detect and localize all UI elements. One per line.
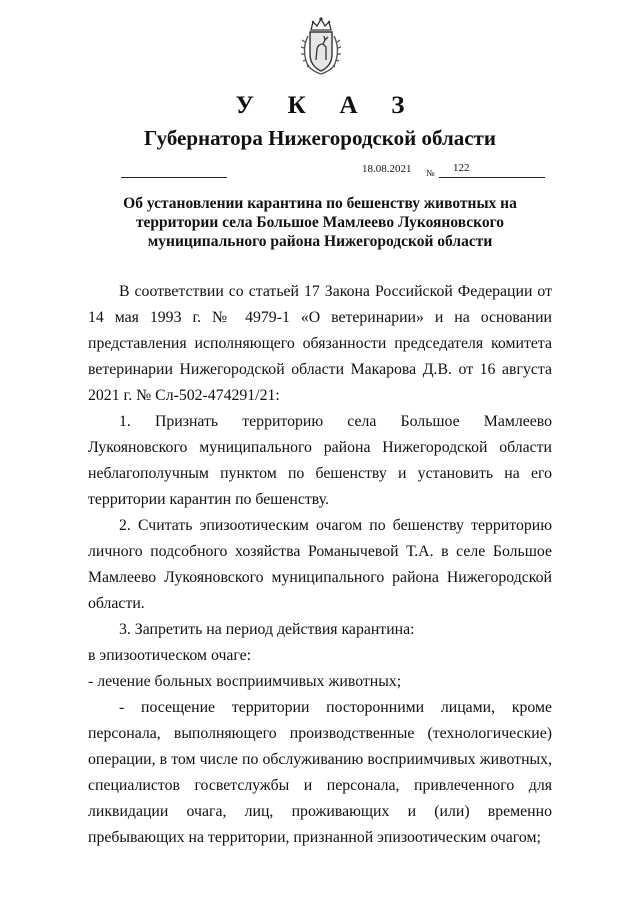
- document-date: 18.08.2021: [362, 163, 412, 175]
- number-underline: [439, 177, 545, 178]
- subject-line-1: Об установлении карантина по бешенству животных на: [123, 195, 517, 212]
- paragraph-6: - посещение территории посторонними лицами, кроме персонала, выполняющего производственные (технологические) операции, в том числе по обслуживанию восприимчивых животных, специалистов госветслужбы и персонала, привлеченного для ликвидации очага, лиц, проживающих и (или) временно пребывающих на территории, признанной эпизоотическим очагом;: [88, 699, 552, 846]
- number-sign: №: [426, 168, 435, 178]
- paragraph-4: в эпизоотическом очаге:: [88, 647, 252, 664]
- document-subject: [120, 194, 520, 251]
- coat-of-arms-icon: [298, 16, 344, 76]
- paragraph-preamble: В соответствии со статьей 17 Закона Российской Федерации от 14 мая 1993 г. № 4979-1 «О ветеринарии» и на основании представления исполняющего обязанности председателя комитета ветеринарии Нижегородской области Макарова Д.В. от 16 августа 2021 г. № Сл-502-474291/21:: [88, 283, 552, 404]
- paragraph-5: - лечение больных восприимчивых животных;: [88, 673, 402, 690]
- paragraph-2: 2. Считать эпизоотическим очагом по бешенству территорию личного подсобного хозяйства Романычевой Т.А. в селе Большое Мамлеево Лукояновского муниципального района Нижегородской области.: [88, 517, 552, 612]
- document-body: [88, 279, 552, 851]
- document-type-title: У К А З: [235, 92, 419, 119]
- date-underline: [121, 177, 227, 178]
- paragraph-3: 3. Запретить на период действия карантина:: [119, 621, 415, 638]
- paragraph-1: 1. Признать территорию села Большое Мамлеево Лукояновского муниципального района Нижегородской области неблагополучным пунктом по бешенству и установить на его территории карантин по бешенству.: [88, 413, 552, 508]
- subject-line-2: территории села Большое Мамлеево Лукояновского: [135, 214, 505, 231]
- document-number: 122: [453, 162, 470, 174]
- subject-line-3: муниципального района Нижегородской области: [147, 233, 493, 250]
- issuer-title: Губернатора Нижегородской области: [144, 126, 496, 150]
